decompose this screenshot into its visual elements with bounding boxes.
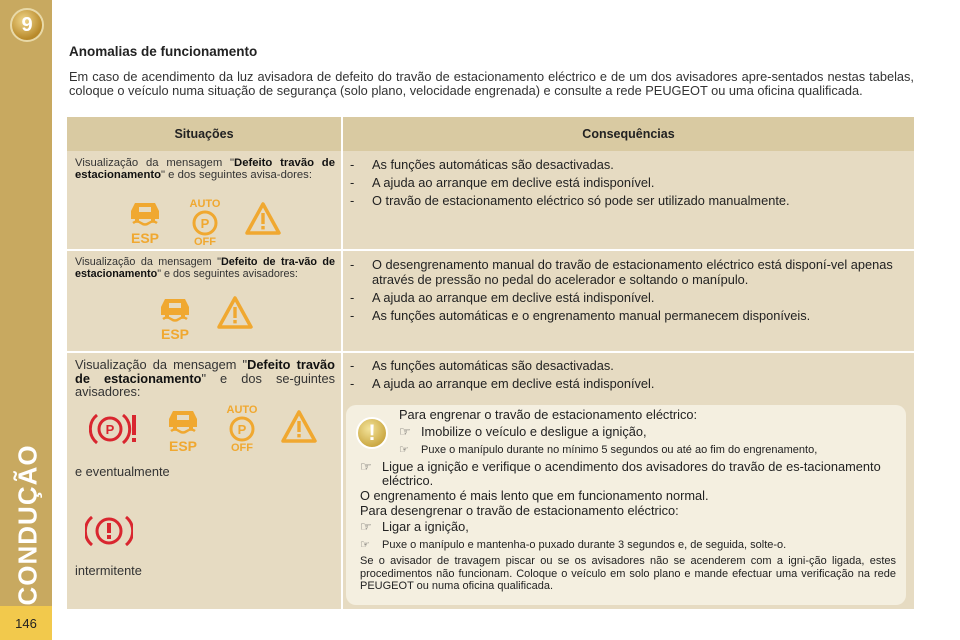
p-label: P xyxy=(237,422,247,437)
chapter-sidebar xyxy=(0,0,52,640)
list-item: - As funções automáticas são desactivadas. xyxy=(350,358,614,373)
p-label: P xyxy=(200,216,210,231)
list-item: ☞ Ligue a ignição e verifique o acendimento dos avisadores do travão de es-tacionamento eléctrico. xyxy=(360,459,881,488)
chapter-number: 9 xyxy=(21,13,33,36)
off-label: OFF xyxy=(194,236,216,247)
list-item: - O travão de estacionamento eléctrico só pode ser utilizado manualmente. xyxy=(350,193,790,208)
warning-triangle-icon xyxy=(245,201,281,237)
situation-2: Visualização da mensagem "Defeito de tra-vão de estacionamento" e dos seguintes avisadores: xyxy=(75,256,335,280)
situation-3: Visualização da mensagem "Defeito travão de estacionamento" e dos se-guintes avisadores: xyxy=(75,357,335,399)
page-number: 146 xyxy=(0,606,52,640)
eventually-text: e eventualmente xyxy=(75,464,170,479)
chapter-badge xyxy=(10,8,44,42)
consequences-1 xyxy=(350,157,910,211)
list-item: - O desengrenamento manual do travão de estacionamento eléctrico está disponí-vel apenas através de pressão no pedal do acelerador e soltando o manípulo. xyxy=(350,257,893,287)
esp-icon xyxy=(155,293,195,341)
consequences-3 xyxy=(350,358,910,394)
list-item: - As funções automáticas e o engrenamento manual permanecem disponíveis. xyxy=(350,308,811,323)
esp-icon xyxy=(163,405,203,453)
section-title: Anomalias de funcionamento xyxy=(69,44,258,59)
list-item: - A ajuda ao arranque em declive está indisponível. xyxy=(350,175,655,190)
situation-1: Visualização da mensagem "Defeito travão de estacionamento" e dos seguintes avisa-dores: xyxy=(75,157,335,181)
esp-label: ESP xyxy=(160,326,190,341)
list-item: - A ajuda ao arranque em declive está indisponível. xyxy=(350,290,655,305)
brake-warning-icon xyxy=(85,511,133,551)
list-item: ☞ Puxe o manípulo e mantenha-o puxado durante 3 segundos e, de seguida, solte-o. xyxy=(360,539,787,551)
header-situations: Situações xyxy=(174,127,234,141)
warning-circle-icon: ! xyxy=(356,417,388,449)
intermittent-text: intermitente xyxy=(75,563,142,578)
table-header xyxy=(67,117,914,151)
chapter-title: CONDUÇÃO xyxy=(12,444,43,606)
row-divider xyxy=(67,351,914,353)
slower-note: O engrenamento é mais lento que em funcionamento normal. xyxy=(360,488,709,503)
auto-p-off-icon xyxy=(185,197,225,247)
engage-title: Para engrenar o travão de estacionamento eléctrico: xyxy=(399,407,698,422)
list-item: - As funções automáticas são desactivadas. xyxy=(350,157,614,172)
parking-brake-fault-icon xyxy=(89,409,141,449)
list-item: - A ajuda ao arranque em declive está indisponível. xyxy=(350,376,655,391)
auto-label: AUTO xyxy=(189,198,221,210)
auto-label: AUTO xyxy=(226,404,258,416)
header-consequences: Consequências xyxy=(582,127,675,141)
esp-label: ESP xyxy=(130,230,160,245)
column-divider xyxy=(341,117,343,609)
warning-paragraph: Se o avisador de travagem piscar ou se os avisadores não se acenderem com a igni-ção ligada, estes procedimentos não funcionam. Coloque o veículo em solo plano e mande efectuar uma verificação na rede PEUGEOT ou numa oficina qualificada. xyxy=(360,555,896,592)
list-item: ☞ Ligar a ignição, xyxy=(360,519,469,534)
list-item: ☞ Imobilize o veículo e desligue a ignição, xyxy=(399,424,647,439)
disengage-title: Para desengrenar o travão de estacionamento eléctrico: xyxy=(360,503,679,518)
p-label: P xyxy=(105,422,115,437)
esp-icon xyxy=(125,197,165,245)
list-item: ☞ Puxe o manípulo durante no mínimo 5 segundos ou até ao fim do engrenamento, xyxy=(399,444,818,456)
auto-p-off-icon xyxy=(222,403,262,453)
warning-triangle-icon xyxy=(281,409,317,445)
esp-label: ESP xyxy=(168,438,198,453)
intro-paragraph: Em caso de acendimento da luz avisadora de defeito do travão de estacionamento eléctrico e de um dos avisadores apre-sentados nestas tabelas, coloque o veículo numa situação de segurança (solo plano, velocidade engrenada) e consulte a rede PEUGEOT ou uma oficina qualificada. xyxy=(69,69,914,98)
warning-triangle-icon xyxy=(217,295,253,331)
note-box xyxy=(346,405,906,605)
consequences-2 xyxy=(350,257,910,326)
off-label: OFF xyxy=(231,442,253,453)
row-divider xyxy=(67,249,914,251)
